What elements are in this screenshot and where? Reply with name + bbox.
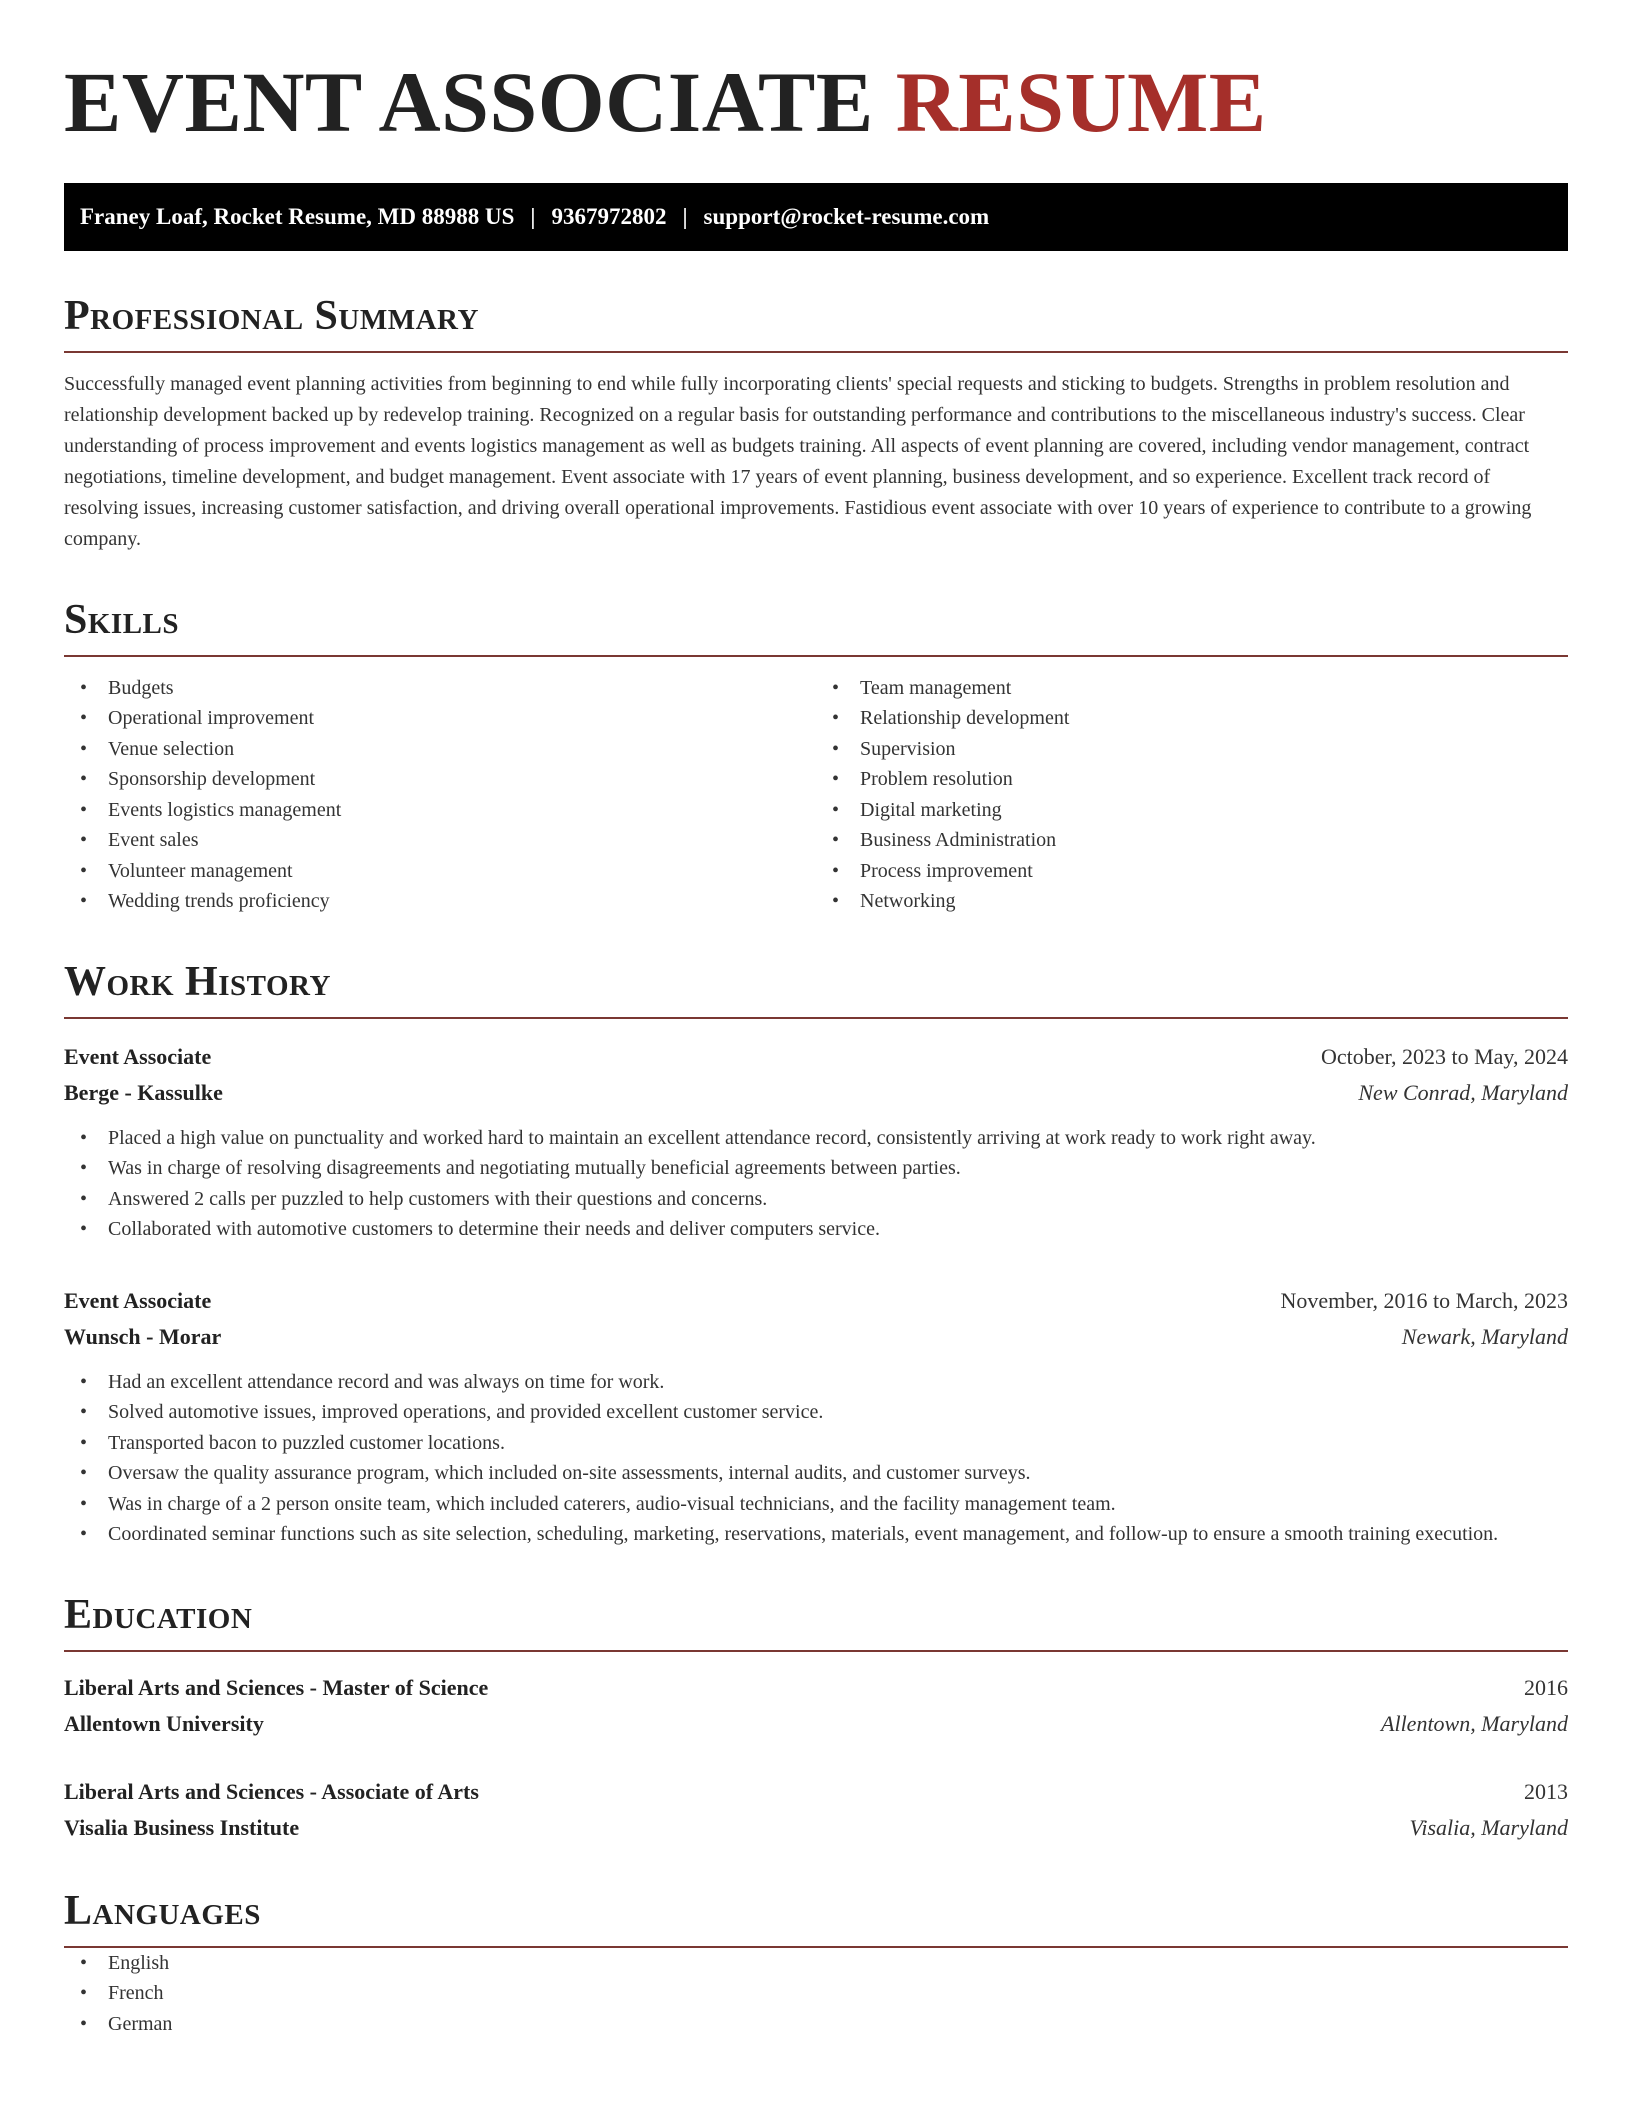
contact-phone: 9367972802 — [551, 203, 667, 229]
contact-bar — [64, 183, 1568, 251]
education-location: Visalia, Maryland — [1409, 1814, 1568, 1840]
skill-item: • Process improvement — [816, 856, 1568, 887]
skill-item: • Volunteer management — [64, 856, 816, 887]
education-year: 2016 — [1524, 1674, 1568, 1700]
skill-item: • Budgets — [64, 673, 816, 704]
summary-text: Successfully managed event planning activities from beginning to end while fully incorporating clients' special requests and sticking to budgets. Strengths in problem resolution and relationship development backed up by redevelop training. Recognized on a regular basis for outstanding performance and contributions to the miscellaneous industry's success. Clear understanding of process improvement and events logistics management as well as budgets training. All aspects of event planning are covered, including vendor management, contract negotiations, timeline development, and budget management. Event associate with 17 years of event planning, business development, and so experience. Excellent track record of resolving issues, increasing customer satisfaction, and driving overall operational improvements. Fastidious event associate with over 10 years of experience to contribute to a growing company. — [64, 372, 1532, 550]
job-bullet: • Oversaw the quality assurance program, which included on-site assessments, internal audits, and customer surveys. — [64, 1458, 1568, 1489]
title-accent: RESUME — [895, 54, 1267, 150]
education-entry — [64, 1670, 1568, 1742]
skills-section — [64, 596, 1568, 917]
job-dates: November, 2016 to March, 2023 — [1280, 1287, 1568, 1313]
language-item: • English — [64, 1948, 1568, 1979]
skills-grid — [64, 673, 1568, 917]
skill-item: • Wedding trends proficiency — [64, 886, 816, 917]
job-title: Event Associate — [64, 1287, 212, 1313]
job-location: New Conrad, Maryland — [1358, 1079, 1568, 1105]
resume-page — [64, 0, 1568, 2039]
job-entry — [64, 1283, 1568, 1550]
education-entry — [64, 1774, 1568, 1846]
language-item: • French — [64, 1978, 1568, 2009]
skill-item: • Team management — [816, 673, 1568, 704]
contact-address: Franey Loaf, Rocket Resume, MD 88988 US — [80, 203, 515, 229]
job-bullet: • Collaborated with automotive customers to determine their needs and deliver computers service. — [64, 1214, 1568, 1245]
skill-item: • Sponsorship development — [64, 764, 816, 795]
skill-item: • Events logistics management — [64, 795, 816, 826]
skills-heading: Skills — [64, 599, 1568, 657]
job-bullet: • Solved automotive issues, improved operations, and provided excellent customer service. — [64, 1397, 1568, 1428]
skill-item: • Business Administration — [816, 825, 1568, 856]
education-degree: Liberal Arts and Sciences - Associate of Arts — [64, 1778, 479, 1804]
skill-item: • Supervision — [816, 734, 1568, 765]
skill-item: • Relationship development — [816, 703, 1568, 734]
skill-item: • Event sales — [64, 825, 816, 856]
skills-column-left — [64, 673, 816, 917]
job-company: Wunsch - Morar — [64, 1323, 222, 1349]
job-bullet: • Was in charge of a 2 person onsite team, which included caterers, audio-visual technicians, and the facility management team. — [64, 1489, 1568, 1520]
education-school: Visalia Business Institute — [64, 1814, 300, 1840]
language-item: • German — [64, 2009, 1568, 2040]
skill-item: • Digital marketing — [816, 795, 1568, 826]
job-bullet: • Answered 2 calls per puzzled to help customers with their questions and concerns. — [64, 1184, 1568, 1215]
skill-item: • Venue selection — [64, 734, 816, 765]
education-school: Allentown University — [64, 1710, 264, 1736]
education-heading: Education — [64, 1594, 1568, 1652]
work-history-section — [64, 958, 1568, 1550]
job-bullet: • Had an excellent attendance record and was always on time for work. — [64, 1367, 1568, 1398]
contact-email: support@rocket-resume.com — [703, 203, 990, 229]
summary-section — [64, 292, 1568, 555]
contact-separator: | — [530, 203, 536, 229]
skill-item: • Problem resolution — [816, 764, 1568, 795]
job-bullet: • Placed a high value on punctuality and worked hard to maintain an excellent attendance record, consistently arriving at work ready to work right away. — [64, 1123, 1568, 1154]
summary-heading: Professional Summary — [64, 295, 1568, 353]
skills-column-right — [816, 673, 1568, 917]
job-title: Event Associate — [64, 1043, 212, 1069]
skill-item: • Networking — [816, 886, 1568, 917]
job-entry — [64, 1039, 1568, 1245]
resume-title — [64, 56, 1568, 149]
skill-item: • Operational improvement — [64, 703, 816, 734]
languages-heading: Languages — [64, 1890, 1568, 1948]
title-main: EVENT ASSOCIATE — [64, 54, 874, 150]
job-company: Berge - Kassulke — [64, 1079, 223, 1105]
job-dates: October, 2023 to May, 2024 — [1321, 1043, 1568, 1069]
languages-section — [64, 1887, 1568, 2040]
education-location: Allentown, Maryland — [1381, 1710, 1568, 1736]
education-section — [64, 1591, 1568, 1846]
job-bullet: • Coordinated seminar functions such as site selection, scheduling, marketing, reservations, materials, event management, and follow-up to ensure a smooth training execution. — [64, 1519, 1568, 1550]
job-bullet: • Transported bacon to puzzled customer locations. — [64, 1428, 1568, 1459]
job-bullet: • Was in charge of resolving disagreements and negotiating mutually beneficial agreements between parties. — [64, 1153, 1568, 1184]
education-degree: Liberal Arts and Sciences - Master of Science — [64, 1674, 489, 1700]
education-year: 2013 — [1524, 1778, 1568, 1804]
job-location: Newark, Maryland — [1401, 1323, 1568, 1349]
work-history-heading: Work History — [64, 961, 1568, 1019]
contact-separator: | — [682, 203, 688, 229]
